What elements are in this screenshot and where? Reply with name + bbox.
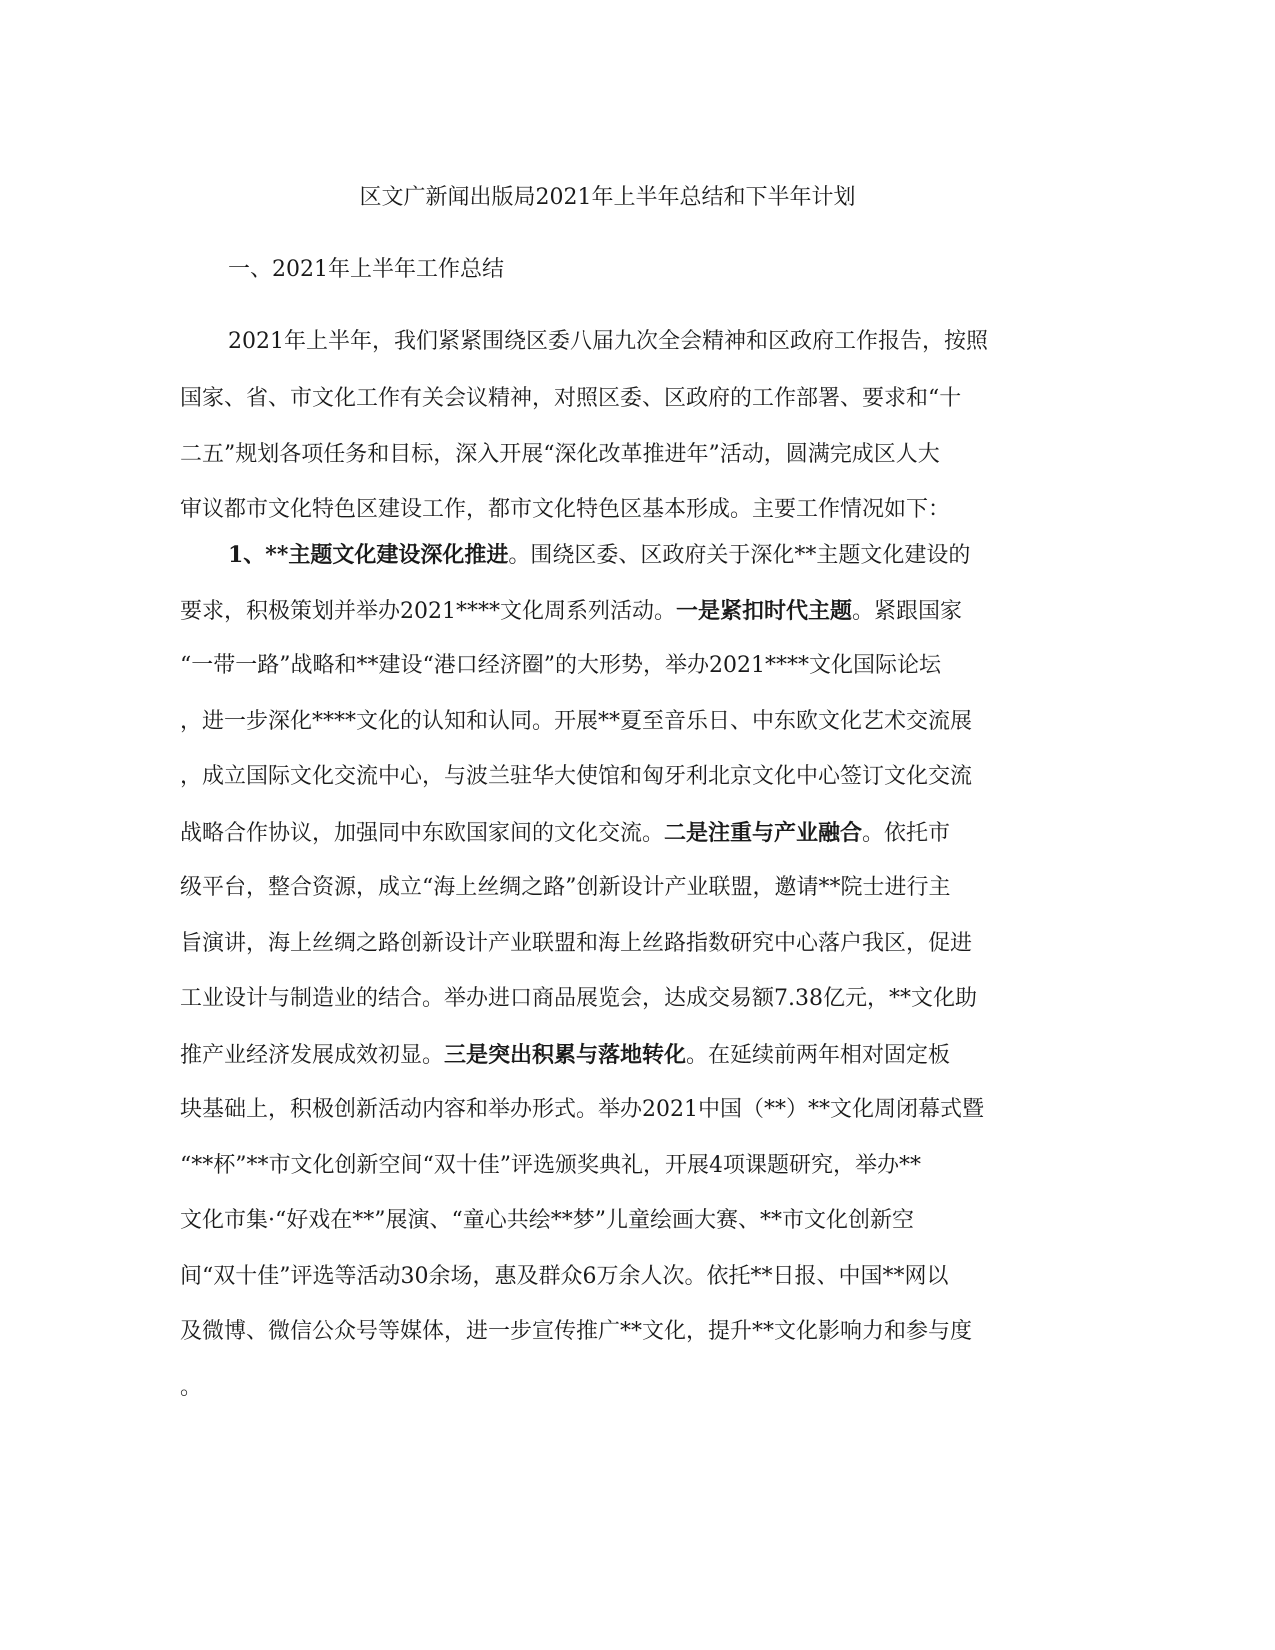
item1-line: 级平台，整合资源，成立“海上丝绸之路”创新设计产业联盟，邀请**院士进行主: [180, 875, 951, 900]
item1-line: 间“双十佳”评选等活动30余场，惠及群众6万余人次。依托**日报、中国**网以: [180, 1264, 949, 1289]
item1-text: 推产业经济发展成效初显。: [180, 1043, 445, 1068]
item1-text: 战略合作协议，加强同中东欧国家间的文化交流。: [180, 821, 665, 846]
point-heading-2: 二是注重与产业融合: [664, 820, 863, 846]
item1-line: [228, 537, 970, 574]
item1-line: [180, 593, 962, 630]
item1-line: 块基础上，积极创新活动内容和举办形式。举办2021中国（**）**文化周闭幕式暨: [180, 1097, 984, 1122]
item1-text: 。在延续前两年相对固定板: [686, 1043, 951, 1068]
item1-line: 及微博、微信公众号等媒体，进一步宣传推广**文化，提升**文化影响力和参与度: [180, 1319, 973, 1344]
item1-line: [180, 815, 950, 852]
item1-line: 。: [180, 1375, 203, 1400]
paragraph-line: 二五”规划各项任务和目标，深入开展“深化改革推进年”活动，圆满完成区人大: [180, 442, 940, 467]
point-heading-3: 三是突出积累与落地转化: [444, 1042, 687, 1068]
item1-line: “一带一路”战略和**建设“港口经济圈”的大形势，举办2021****文化国际论坛: [180, 653, 941, 678]
paragraph-line: 国家、省、市文化工作有关会议精神，对照区委、区政府的工作部署、要求和“十: [180, 386, 962, 411]
point-heading-1: 一是紧扣时代主题: [676, 598, 853, 624]
item1-text: 要求，积极策划并举办2021****文化周系列活动。: [180, 599, 676, 624]
paragraph-line: 2021年上半年，我们紧紧围绕区委八届九次全会精神和区政府工作报告，按照: [228, 329, 988, 354]
item1-text: 。紧跟国家: [852, 599, 963, 624]
section-heading: 一、2021年上半年工作总结: [228, 257, 504, 282]
item1-line: ，成立国际文化交流中心，与波兰驻华大使馆和匈牙利北京文化中心签订文化交流: [180, 764, 973, 789]
item1-heading: 1、**主题文化建设深化推进: [228, 542, 509, 568]
item1-line: [180, 1037, 950, 1074]
paragraph-line: 审议都市文化特色区建设工作，都市文化特色区基本形成。主要工作情况如下：: [180, 497, 951, 522]
item1-text: 。依托市: [862, 821, 951, 846]
item1-line: ，进一步深化****文化的认知和认同。开展**夏至音乐日、中东欧文化艺术交流展: [180, 709, 973, 734]
item1-line: 旨演讲，海上丝绸之路创新设计产业联盟和海上丝路指数研究中心落户我区，促进: [180, 931, 973, 956]
item1-text: 。围绕区委、区政府关于深化**主题文化建设的: [508, 543, 971, 568]
item1-line: 文化市集·“好戏在**”展演、“童心共绘**梦”儿童绘画大赛、**市文化创新空: [180, 1208, 914, 1233]
item1-line: 工业设计与制造业的结合。举办进口商品展览会，达成交易额7.38亿元，**文化助: [180, 986, 977, 1011]
item1-line: “**杯”**市文化创新空间“双十佳”评选颁奖典礼，开展4项课题研究，举办**: [180, 1153, 921, 1178]
document-title: 区文广新闻出版局2021年上半年总结和下半年计划: [359, 185, 856, 210]
